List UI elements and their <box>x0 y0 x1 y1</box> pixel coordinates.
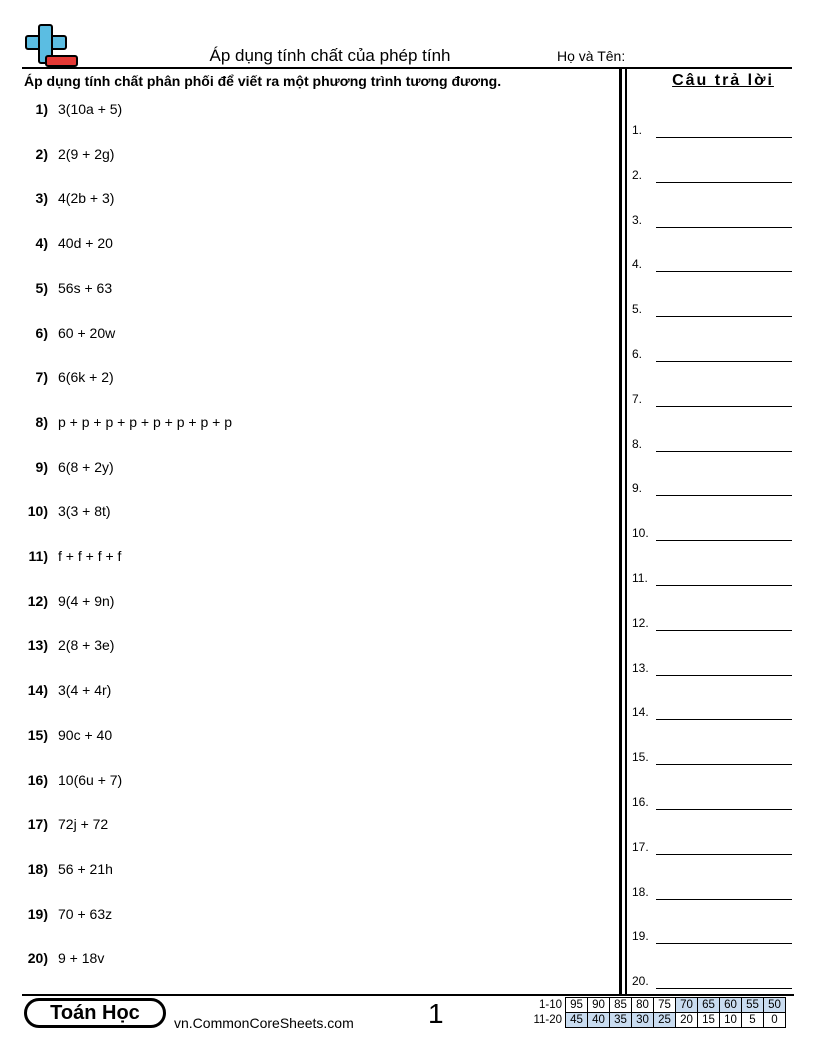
score-cell: 30 <box>632 1013 654 1028</box>
problem-number: 10) <box>27 503 48 520</box>
answer-label: 14. <box>632 705 649 720</box>
score-cell: 95 <box>566 998 588 1013</box>
score-cell: 25 <box>654 1013 676 1028</box>
score-cell: 45 <box>566 1013 588 1028</box>
score-cell: 55 <box>742 998 764 1013</box>
problem-expression: 6(6k + 2) <box>58 369 114 386</box>
score-cell: 75 <box>654 998 676 1013</box>
problem-expression: 9(4 + 9n) <box>58 592 115 609</box>
answer-blank[interactable] <box>656 585 792 586</box>
website-url: vn.CommonCoreSheets.com <box>174 1015 354 1031</box>
answer-label: 19. <box>632 929 649 944</box>
page-number: 1 <box>428 998 444 1029</box>
problem-expression: 56 + 21h <box>58 860 113 877</box>
answer-blank[interactable] <box>656 988 792 989</box>
answer-label: 7. <box>632 391 643 406</box>
answer-blank[interactable] <box>656 361 792 362</box>
answer-blank[interactable] <box>656 719 792 720</box>
answer-blank[interactable] <box>656 227 792 228</box>
answer-label: 17. <box>632 839 649 854</box>
problem-number: 5) <box>35 279 48 296</box>
score-range: 1-10 <box>538 999 562 1011</box>
answer-label: 5. <box>632 302 643 317</box>
problem-expression: 56s + 63 <box>58 279 113 296</box>
problem-number: 8) <box>35 413 48 430</box>
problem-expression: f + f + f + f <box>58 548 122 564</box>
column-divider <box>619 68 622 994</box>
answer-label: 2. <box>632 167 643 182</box>
problem-expression: 6(8 + 2y) <box>58 458 114 475</box>
answer-blank[interactable] <box>656 137 792 138</box>
answer-label: 3. <box>632 212 643 227</box>
score-cell: 70 <box>676 998 698 1013</box>
answer-blank[interactable] <box>656 406 792 407</box>
problem-expression: 60 + 20w <box>58 324 116 341</box>
score-cell: 20 <box>676 1013 698 1028</box>
answer-label: 4. <box>632 257 643 272</box>
problem-expression: 3(10a + 5) <box>58 101 123 117</box>
problem-number: 15) <box>27 726 48 743</box>
page-title: Áp dụng tính chất của phép tính <box>209 46 451 65</box>
score-cell: 85 <box>610 998 632 1013</box>
score-cell: 15 <box>698 1013 720 1028</box>
score-cell: 0 <box>764 1013 786 1028</box>
answer-blank[interactable] <box>656 943 792 944</box>
answer-blank[interactable] <box>656 271 792 272</box>
score-cell: 10 <box>720 1013 742 1028</box>
footer-divider <box>22 994 794 996</box>
score-cell: 35 <box>610 1013 632 1028</box>
score-range: 11-20 <box>533 1014 562 1026</box>
score-row <box>530 998 786 1013</box>
problem-expression: 70 + 63z <box>58 905 113 922</box>
problem-expression: p + p + p + p + p + p + p + p <box>58 413 232 430</box>
problem-number: 9) <box>35 458 48 475</box>
answer-blank[interactable] <box>656 899 792 900</box>
problem-expression: 4(2b + 3) <box>58 190 115 207</box>
answer-blank[interactable] <box>656 540 792 541</box>
name-label: Họ và Tên: <box>557 48 626 64</box>
score-cell: 40 <box>588 1013 610 1028</box>
header-divider <box>22 67 792 69</box>
answer-label: 6. <box>632 347 643 361</box>
answer-blank[interactable] <box>656 630 792 631</box>
problem-expression: 2(9 + 2g) <box>58 145 115 162</box>
problem-expression: 3(3 + 8t) <box>58 503 111 520</box>
problem-number: 13) <box>27 637 48 654</box>
answer-label: 16. <box>632 795 649 809</box>
problem-number: 3) <box>35 190 48 207</box>
answer-label: 13. <box>632 660 649 675</box>
score-table <box>530 997 786 1028</box>
score-cell: 60 <box>720 998 742 1013</box>
answer-label: 8. <box>632 436 643 451</box>
problem-expression: 72j + 72 <box>58 816 109 833</box>
answer-blank[interactable] <box>656 451 792 452</box>
problem-number: 16) <box>27 771 48 788</box>
answer-label: 9. <box>632 481 643 496</box>
instructions: Áp dụng tính chất phân phối để viết ra một phương trình tương đương. <box>24 73 502 89</box>
score-cell: 5 <box>742 1013 764 1028</box>
problem-number: 20) <box>27 950 48 967</box>
answer-label: 20. <box>632 974 649 989</box>
answer-label: 18. <box>632 884 649 899</box>
problem-expression: 10(6u + 7) <box>58 771 123 788</box>
problem-expression: 2(8 + 3e) <box>58 637 115 654</box>
answer-blank[interactable] <box>656 495 792 496</box>
problem-expression: 3(4 + 4r) <box>58 682 112 699</box>
answer-blank[interactable] <box>656 182 792 183</box>
answer-label: 10. <box>632 526 649 541</box>
answer-label: 12. <box>632 615 649 630</box>
problem-expression: 40d + 20 <box>58 235 113 252</box>
answers-header: Câu trả lời <box>672 72 774 89</box>
problem-number: 7) <box>35 369 48 386</box>
problem-number: 18) <box>27 860 48 877</box>
answer-blank[interactable] <box>656 675 792 676</box>
answer-label: 1. <box>632 123 643 137</box>
answer-label: 11. <box>632 571 648 585</box>
answer-blank[interactable] <box>656 809 792 810</box>
problem-number: 17) <box>27 816 48 833</box>
problem-expression: 90c + 40 <box>58 726 113 743</box>
problem-number: 11) <box>28 548 48 564</box>
problem-expression: 9 + 18v <box>58 950 105 967</box>
problem-number: 2) <box>35 145 48 162</box>
problem-number: 4) <box>35 235 48 252</box>
problem-number: 12) <box>27 592 48 609</box>
plus-minus-icon <box>24 24 80 68</box>
score-row <box>530 1013 786 1028</box>
problem-number: 1) <box>35 101 48 117</box>
score-cell: 65 <box>698 998 720 1013</box>
answer-blank[interactable] <box>656 764 792 765</box>
answer-blank[interactable] <box>656 854 792 855</box>
problem-number: 6) <box>35 324 48 341</box>
score-cell: 50 <box>764 998 786 1013</box>
column-divider <box>625 68 627 994</box>
score-cell: 90 <box>588 998 610 1013</box>
problem-number: 19) <box>27 905 48 922</box>
answer-label: 15. <box>632 750 649 765</box>
answer-blank[interactable] <box>656 316 792 317</box>
problem-number: 14) <box>27 682 48 699</box>
brand-badge: Toán Học <box>24 998 166 1028</box>
score-cell: 80 <box>632 998 654 1013</box>
